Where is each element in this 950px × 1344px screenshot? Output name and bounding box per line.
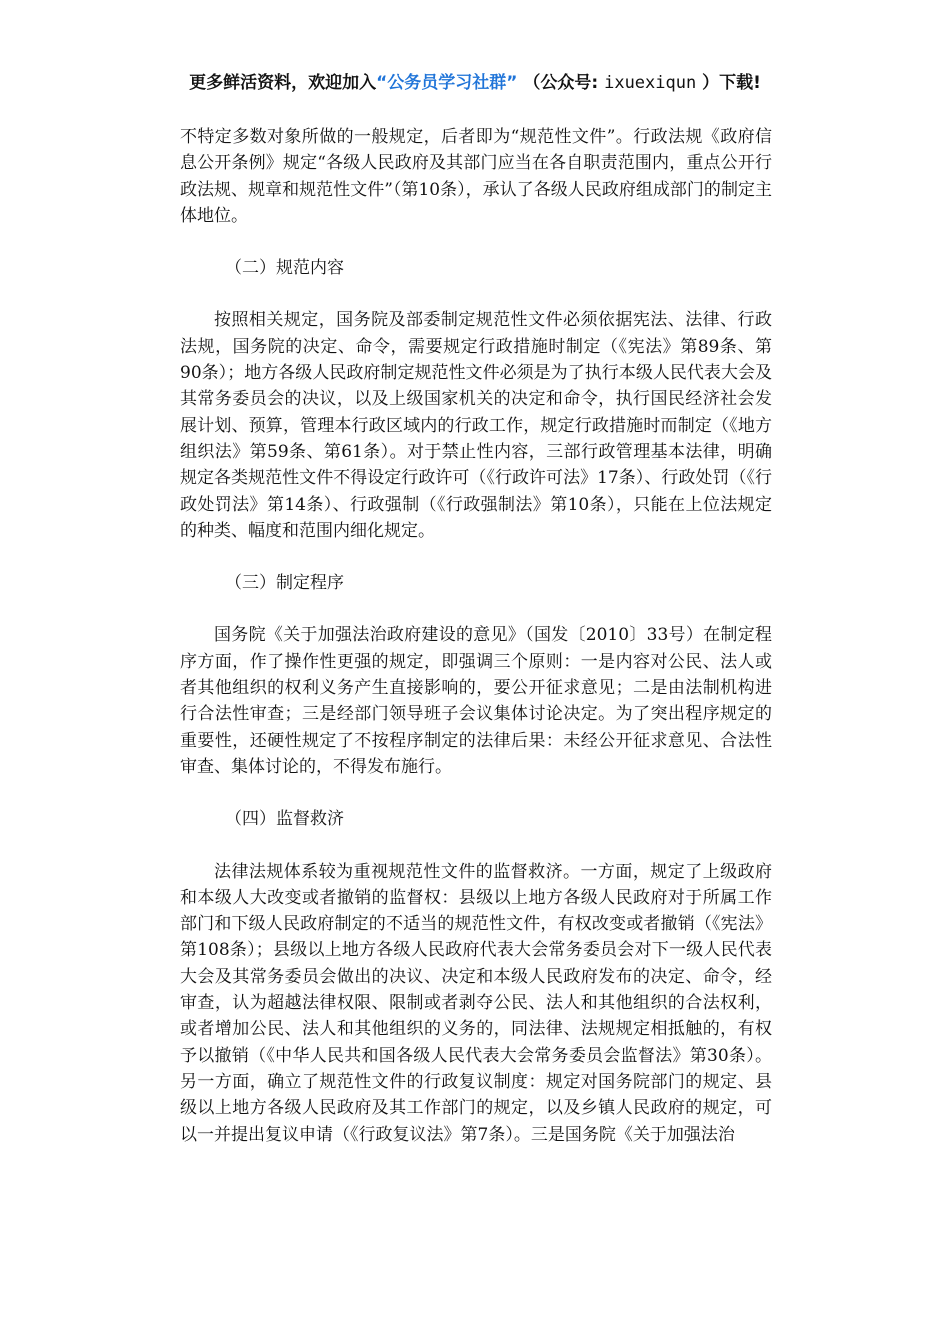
paragraph-content: 按照相关规定，国务院及部委制定规范性文件必须依据宪法、法律、行政法规，国务院的决定、命令，需要规定行政措施时制定（《宪法》第89条、第90条）；地方各级人民政府制定规范性文件必须是为了执行本级人民代表大会及其常务委员会的决议，以及上级国家机关的决定和命令，执行国民经济社会发展计划、预算，管理本行政区域内的行政工作，规定行政措施时而制定（《地方组织法》第59条、第61条）。对于禁止性内容，三部行政管理基本法律，明确规定各类规范性文件不得设定行政许可（《行政许可法》17条）、行政处罚（《行政处罚法》第14条）、行政强制（《行政强制法》第10条），只能在上位法规定的种类、幅度和范围内细化规定。 bbox=[180, 310, 772, 541]
banner-account: ixuexiqun bbox=[604, 73, 697, 93]
paragraph-continued: 不特定多数对象所做的一般规定，后者即为“规范性文件”。行政法规《政府信息公开条例》规定“各级人民政府及其部门应当在各自职责范围内，重点公开行政法规、规章和规范性文件”（第10条），承认了各级人民政府组成部门的制定主体地位。 bbox=[180, 127, 772, 226]
paragraph-procedure: 国务院《关于加强法治政府建设的意见》（国发〔2010〕33号）在制定程序方面，作了操作性更强的规定，即强调三个原则：一是内容对公民、法人或者其他组织的权利义务产生直接影响的，要公开征求意见；二是由法制机构进行合法性审查；三是经部门领导班子会议集体讨论决定。为了突出程序规定的重要性，还硬性规定了不按程序制定的法律后果：未经公开征求意见、合法性审查、集体讨论的，不得发布施行。 bbox=[180, 625, 772, 777]
section-heading-content: （二）规范内容 bbox=[225, 258, 344, 279]
paragraph-supervision: 法律法规体系较为重视规范性文件的监督救济。一方面，规定了上级政府和本级人大改变或者撤销的监督权：县级以上地方各级人民政府对于所属工作部门和下级人民政府制定的不适当的规范性文件，有权改变或者撤销（《宪法》第108条）；县级以上地方各级人民政府代表大会常务委员会对下一级人民代表大会及其常务委员会做出的决议、决定和本级人民政府发布的决定、命令，经审查，认为超越法律权限、限制或者剥夺公民、法人和其他组织的合法权利，或者增加公民、法人和其他组织的义务的，同法律、法规规定相抵触的，有权予以撤销（《中华人民共和国各级人民代表大会常务委员会监督法》第30条）。另一方面，确立了规范性文件的行政复议制度：规定对国务院部门的规定、县级以上地方各级人民政府及其工作部门的规定，以及乡镇人民政府的规定，可以一并提出复议申请（《行政复议法》第7条）。三是国务院《关于加强法治 bbox=[180, 861, 772, 1145]
section-heading-procedure: （三）制定程序 bbox=[225, 573, 344, 594]
document-body bbox=[180, 124, 772, 1148]
banner-prefix: 更多鲜活资料，欢迎加入 bbox=[189, 73, 377, 93]
banner-group-name: “公务员学习社群” bbox=[376, 73, 518, 93]
section-heading-supervision: （四）监督救济 bbox=[225, 809, 344, 830]
banner-suffix: ）下载! bbox=[702, 73, 761, 93]
banner-account-label: （公众号: bbox=[523, 73, 599, 93]
promo-banner bbox=[0, 68, 950, 93]
